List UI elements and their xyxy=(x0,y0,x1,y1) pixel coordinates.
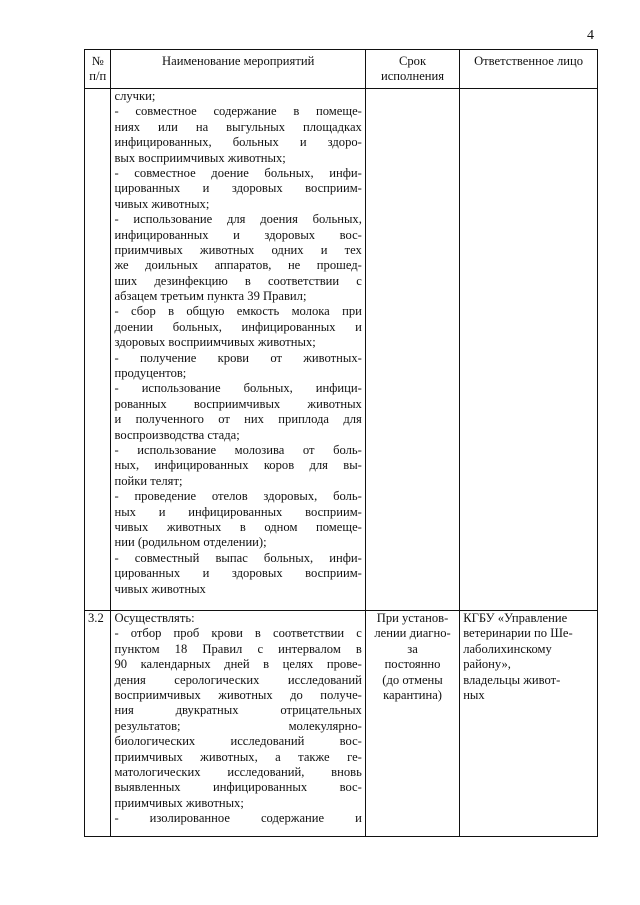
measure-name-cell xyxy=(111,611,365,837)
cell-text-line: цированных и здоровых восприим- xyxy=(114,181,362,196)
cell-text-line: продуцентов; xyxy=(114,366,187,381)
cell-text-line: случки; xyxy=(114,89,156,103)
cell-text-line: (до отмены xyxy=(382,672,443,687)
cell-text-line: карантина) xyxy=(383,688,442,703)
cell-text-line: чивых животных xyxy=(114,581,206,596)
cell-text-line: - использование молозива от боль- xyxy=(114,442,362,457)
header-responsible xyxy=(460,50,598,89)
cell-text-line: ших дезинфекцию в соответствии с xyxy=(114,273,362,288)
cell-text-line: При установ- xyxy=(376,611,449,625)
cell-text-line: ных xyxy=(463,688,485,703)
cell-text-line: чивых животных; xyxy=(114,196,210,211)
cell-text-line: восприимчивых животных до получе- xyxy=(114,687,362,702)
cell-text-line: пунктом 18 Правил с интервалом в xyxy=(114,641,362,656)
cell-text-line: абзацем третьим пункта 39 Правил; xyxy=(114,289,307,304)
cell-text-line: приимчивых животных; xyxy=(114,795,244,810)
table-row xyxy=(85,89,598,611)
cell-text-line: - совместное содержание в помеще- xyxy=(114,104,362,119)
cell-text-line: ния двукратных отрицательных xyxy=(114,703,362,718)
cell-text-line: вых восприимчивых животных; xyxy=(114,150,286,165)
term-cell xyxy=(365,89,459,611)
cell-text-line: лении диагно- xyxy=(374,626,451,641)
cell-text-line: - использование для доения больных, xyxy=(114,212,362,227)
cell-text-line: - совместный выпас больных, инфи- xyxy=(114,550,362,565)
table-row xyxy=(85,611,598,837)
cell-text-line: владельцы живот- xyxy=(463,672,561,687)
responsible-cell xyxy=(460,89,598,611)
cell-text-line: постоянно xyxy=(384,657,441,672)
responsible-cell xyxy=(460,611,598,837)
page-number: 4 xyxy=(587,28,594,43)
cell-text-line: приимчивых животных одних и тех xyxy=(114,242,362,257)
header-term-line-1: Срок xyxy=(398,54,427,68)
cell-text-line: - использование больных, инфици- xyxy=(114,381,362,396)
header-term xyxy=(365,50,459,89)
cell-text-line: - совместное доение больных, инфи- xyxy=(114,165,362,180)
table-header-row xyxy=(85,50,598,89)
cell-text-line: выявленных инфицированных вос- xyxy=(114,780,362,795)
cell-text-line: воспроизводства стада; xyxy=(114,427,240,442)
cell-text-line: результатов; молекулярно- xyxy=(114,718,362,733)
cell-text-line: 90 календарных дней в целях прове- xyxy=(114,657,362,672)
cell-text-line: - проведение отелов здоровых, боль- xyxy=(114,489,362,504)
cell-text-line: - сбор в общую емкость молока при xyxy=(114,304,362,319)
cell-text-line: дения серологических исследований xyxy=(114,672,362,687)
cell-text-line: же доильных аппаратов, не прошед- xyxy=(114,258,362,273)
term-cell xyxy=(365,611,459,837)
cell-text-line: - отбор проб крови в соответствии с xyxy=(114,626,362,641)
header-measures-name xyxy=(111,50,365,89)
cell-text-line: ных и инфицированных восприим- xyxy=(114,504,362,519)
header-responsible-text: Ответственное лицо xyxy=(474,54,584,68)
cell-text-line: биологических исследований вос- xyxy=(114,734,362,749)
header-number xyxy=(85,50,111,89)
cell-text-line: - получение крови от животных- xyxy=(114,350,362,365)
cell-text-line: приимчивых животных, а также ге- xyxy=(114,749,362,764)
cell-text-line: цированных и здоровых восприим- xyxy=(114,566,362,581)
cell-text-line: инфицированных, больных и здоро- xyxy=(114,135,362,150)
cell-text-line: - изолированное содержание и xyxy=(114,811,362,826)
cell-text-line: доении больных, инфицированных и xyxy=(114,319,362,334)
cell-text-line: рованных восприимчивых животных xyxy=(114,396,362,411)
measures-table xyxy=(84,49,598,837)
header-term-line-2: исполнения xyxy=(380,69,445,83)
cell-text-line: инфицированных и здоровых вос- xyxy=(114,227,362,242)
row-number-cell xyxy=(85,89,111,611)
cell-text-line: пойки телят; xyxy=(114,473,183,488)
cell-text-line: району», xyxy=(463,657,511,672)
cell-text-line: нии (родильном отделении); xyxy=(114,535,267,550)
measure-name-cell xyxy=(111,89,365,611)
cell-text-line: за xyxy=(407,641,418,656)
cell-text-line: ных, инфицированных коров для вы- xyxy=(114,458,362,473)
header-measures-name-text: Наименование мероприятий xyxy=(162,54,315,68)
cell-text-line: ветеринарии по Ше- xyxy=(463,626,573,641)
cell-text-line: КГБУ «Управление xyxy=(463,611,568,625)
row-number-cell: 3.2 xyxy=(85,611,111,837)
cell-text-line: Осуществлять: xyxy=(114,611,195,625)
cell-text-line: чивых животных в одном помеще- xyxy=(114,519,362,534)
cell-text-line: ниях или на выгульных площадках xyxy=(114,119,362,134)
header-number-abbr: п/п xyxy=(89,69,107,83)
cell-text-line: и полученного от них приплода для xyxy=(114,412,362,427)
header-number-sign: № xyxy=(91,54,104,68)
cell-text-line: лаболихинскому xyxy=(463,641,552,656)
cell-text-line: здоровых восприимчивых животных; xyxy=(114,335,316,350)
cell-text-line: матологических исследований, вновь xyxy=(114,764,362,779)
